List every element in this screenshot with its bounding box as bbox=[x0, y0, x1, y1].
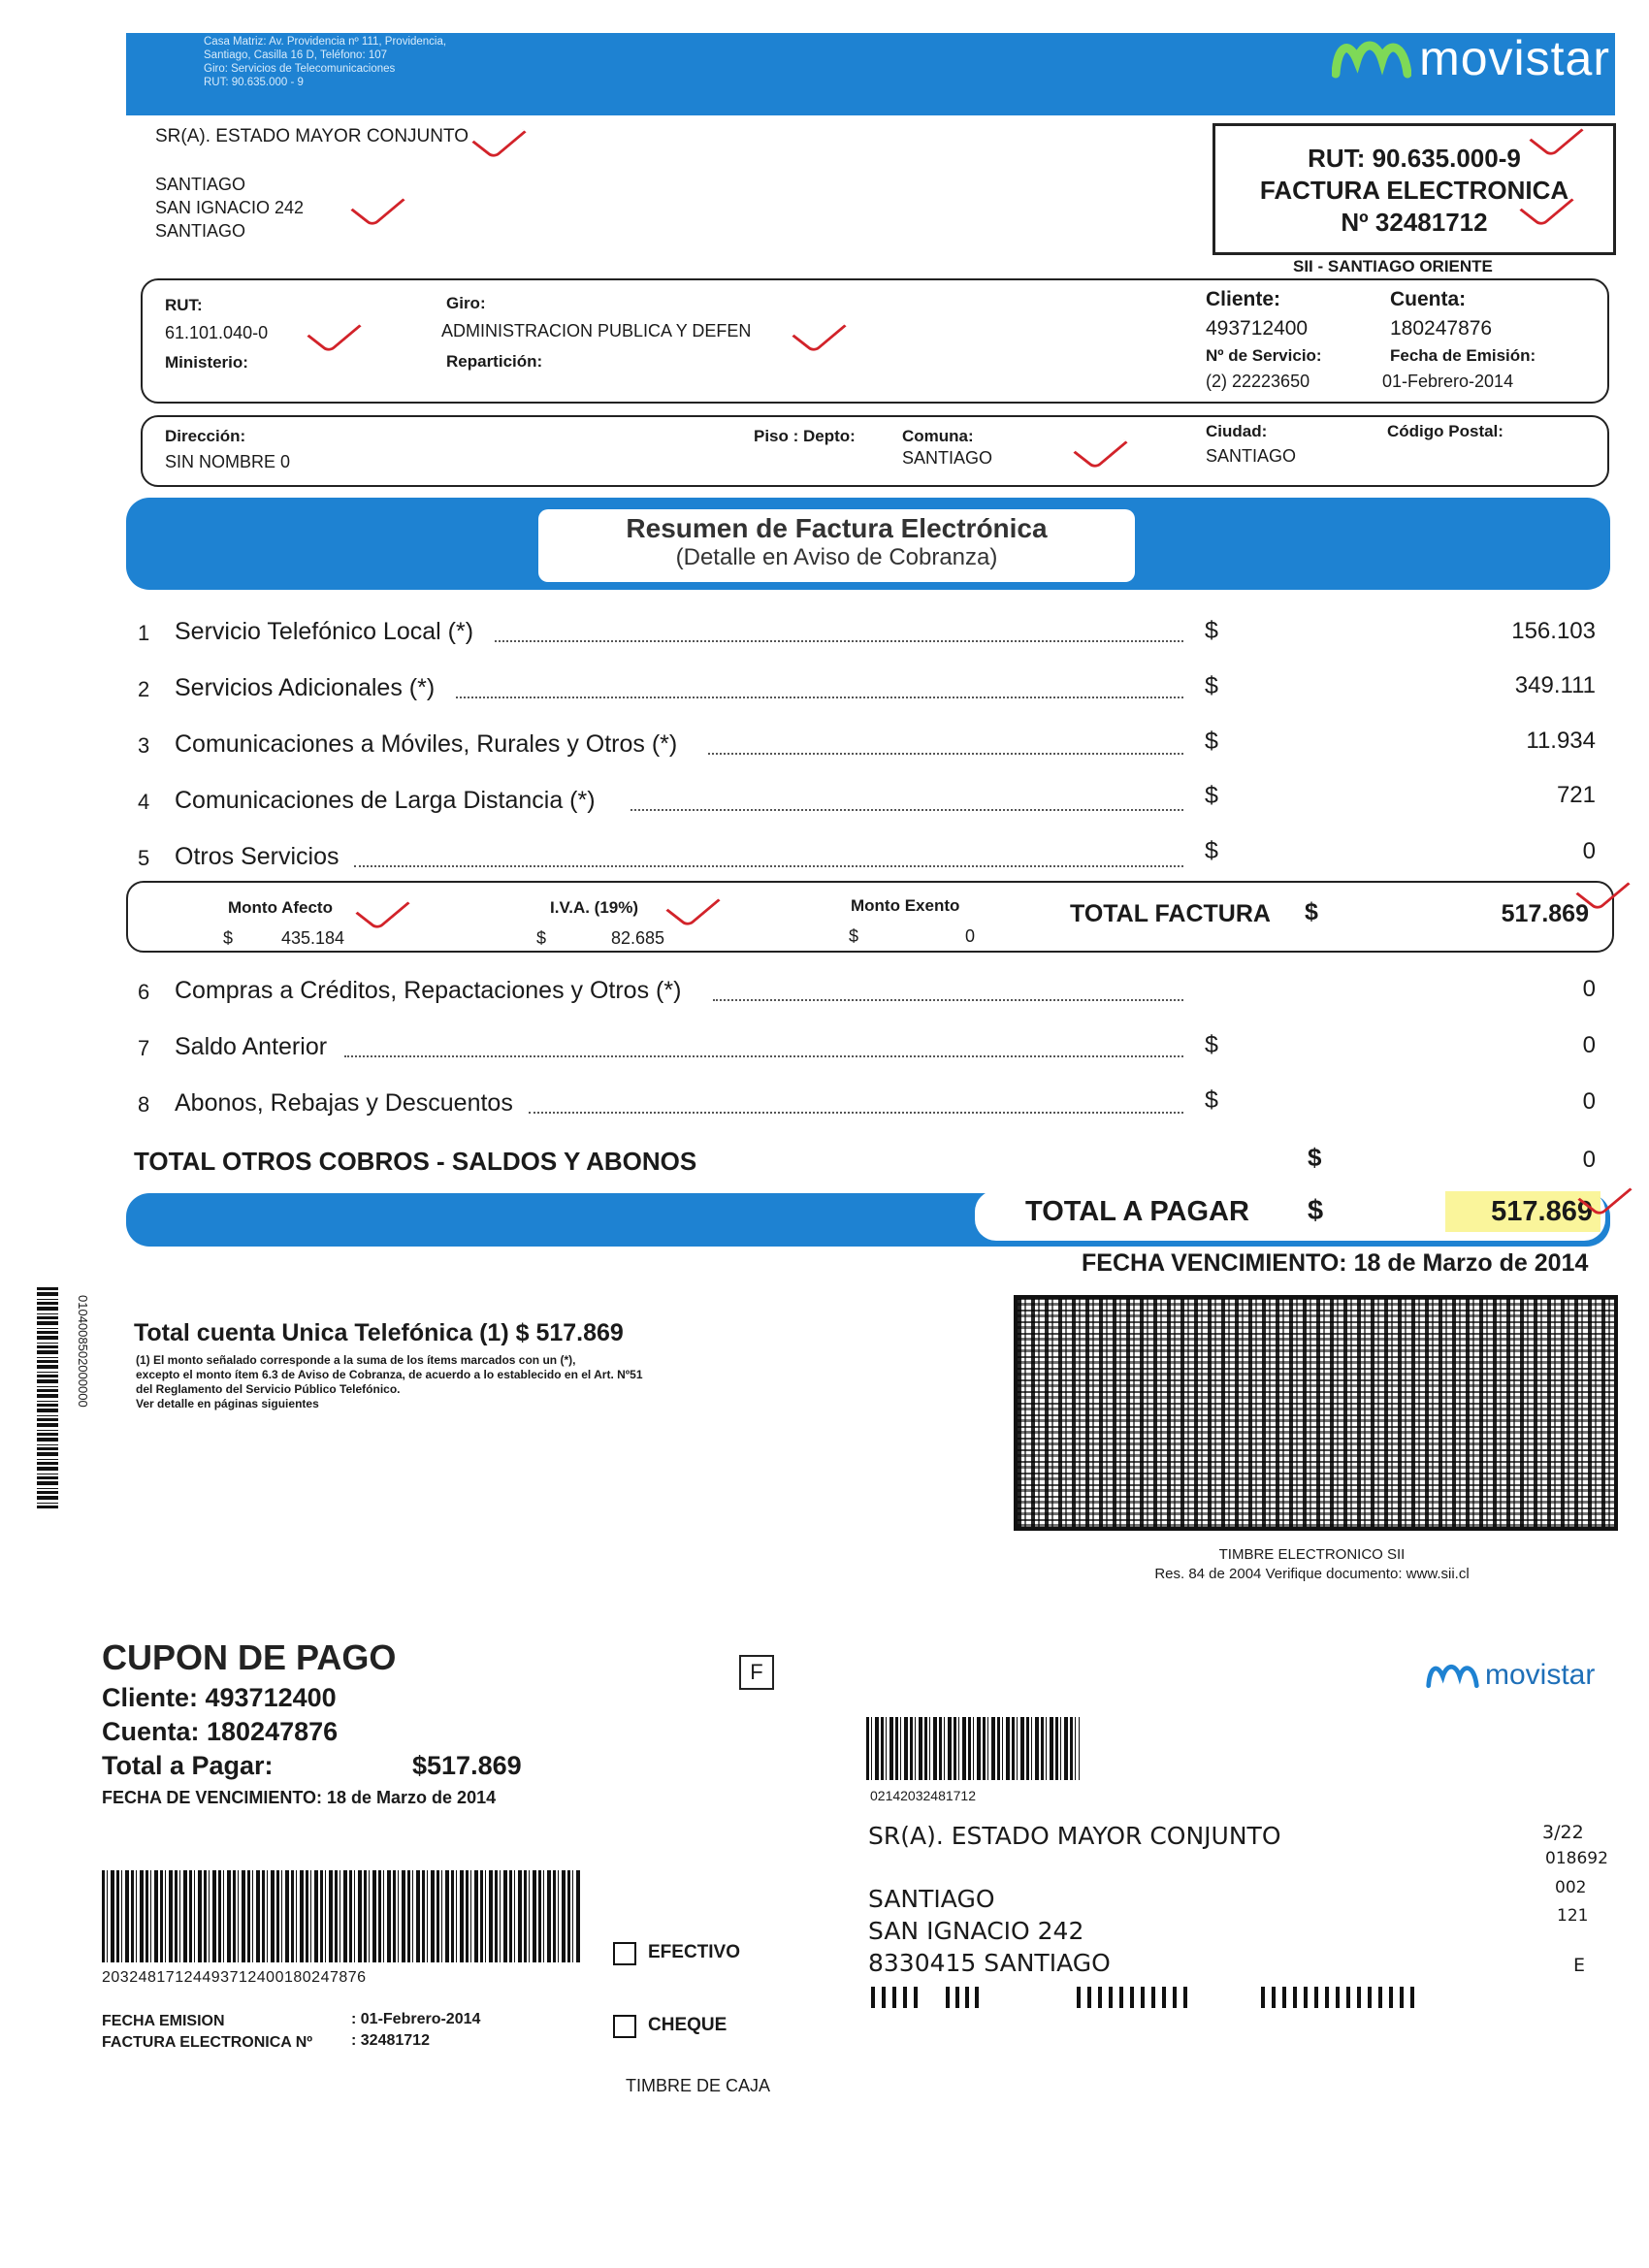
item-3-label: Comunicaciones a Móviles, Rurales y Otros (*) bbox=[175, 730, 678, 758]
cupon-barcode bbox=[102, 1870, 582, 1962]
cupon-total-value: $517.869 bbox=[412, 1751, 522, 1780]
note-line: (1) El monto señalado corresponde a la suma de los ítems marcados con un (*), bbox=[136, 1353, 576, 1367]
leader-dots bbox=[344, 1055, 1183, 1057]
movistar-m-icon bbox=[1332, 35, 1411, 81]
company-info: Casa Matriz: Av. Providencia nº 111, Providencia, Santiago, Casilla 16 D, Teléfono: 107 Giro: Servicios de Telecomunicaciones RUT: 90.635.000 - 9 bbox=[204, 36, 447, 88]
mailing-code-3: 002 bbox=[1555, 1878, 1587, 1897]
direccion-value: SIN NOMBRE 0 bbox=[165, 452, 291, 471]
sii-office: SII - SANTIAGO ORIENTE bbox=[1293, 257, 1493, 275]
item-5-currency: $ bbox=[1205, 837, 1218, 864]
rut-label: RUT: bbox=[165, 296, 203, 314]
ministerio-label: Ministerio: bbox=[165, 353, 248, 372]
item-1-amount: 156.103 bbox=[1511, 618, 1596, 644]
emision-value: 01-Febrero-2014 bbox=[1382, 372, 1514, 391]
postal-bars bbox=[1261, 1987, 1416, 2008]
item-7-amount: 0 bbox=[1582, 1032, 1596, 1058]
monto-exento-value: 0 bbox=[965, 926, 976, 946]
mailing-code-5: E bbox=[1573, 1955, 1586, 1976]
monto-afecto-label: Monto Afecto bbox=[228, 898, 333, 917]
recipient-name: SR(A). ESTADO MAYOR CONJUNTO bbox=[155, 126, 469, 146]
otros-cobros-label: TOTAL OTROS COBROS - SALDOS Y ABONOS bbox=[134, 1147, 697, 1176]
cupon-vencimiento: FECHA DE VENCIMIENTO: 18 de Marzo de 2014 bbox=[102, 1788, 497, 1807]
movistar-m-icon bbox=[1426, 1659, 1479, 1692]
total-factura-currency: $ bbox=[1305, 898, 1318, 925]
monto-exento-currency: $ bbox=[849, 926, 859, 946]
otros-cobros-currency: $ bbox=[1308, 1143, 1322, 1172]
red-check-mark bbox=[471, 114, 527, 159]
item-2-amount: 349.111 bbox=[1514, 672, 1596, 698]
cupon-cliente: Cliente: 493712400 bbox=[102, 1683, 337, 1712]
rut-value: 61.101.040-0 bbox=[165, 323, 269, 342]
leader-dots bbox=[354, 865, 1183, 867]
item-4-label: Comunicaciones de Larga Distancia (*) bbox=[175, 787, 596, 814]
cupon-total-label: Total a Pagar: bbox=[102, 1751, 274, 1780]
total-pagar-currency: $ bbox=[1308, 1195, 1324, 1226]
servicio-value: (2) 22223650 bbox=[1206, 372, 1310, 391]
postal-bars bbox=[946, 1987, 985, 2008]
item-3-amount: 11.934 bbox=[1526, 728, 1596, 754]
mailing-code-1: 3/22 bbox=[1542, 1822, 1584, 1843]
ciudad-value: SANTIAGO bbox=[1206, 446, 1297, 466]
mailing-line3: 8330415 SANTIAGO bbox=[868, 1949, 1111, 1977]
comuna-label: Comuna: bbox=[902, 427, 974, 445]
coupon-logo-text: movistar bbox=[1485, 1659, 1596, 1691]
item-7-label: Saldo Anterior bbox=[175, 1033, 328, 1060]
leader-dots bbox=[630, 809, 1183, 811]
item-2-label: Servicios Adicionales (*) bbox=[175, 674, 436, 701]
total-pagar-value: 517.869 bbox=[1491, 1196, 1593, 1227]
cuenta-value: 180247876 bbox=[1390, 317, 1493, 340]
mailing-line2: SAN IGNACIO 242 bbox=[868, 1917, 1084, 1945]
factura-label: FACTURA ELECTRONICA Nº bbox=[102, 2034, 313, 2051]
mailing-barcode bbox=[866, 1717, 1080, 1780]
leader-dots bbox=[529, 1112, 1183, 1114]
cuenta-unica-title: Total cuenta Unica Telefónica (1) $ 517.869 bbox=[134, 1319, 624, 1346]
coupon-movistar-logo bbox=[1426, 1659, 1595, 1692]
cuenta-label: Cuenta: bbox=[1390, 288, 1467, 310]
note-line: Ver detalle en páginas siguientes bbox=[136, 1397, 319, 1410]
efectivo-label: EFECTIVO bbox=[648, 1942, 741, 1962]
side-barcode bbox=[37, 1285, 58, 1508]
giro-label: Giro: bbox=[446, 294, 486, 312]
total-factura-value: 517.869 bbox=[1501, 900, 1589, 927]
fecha-emision-value: : 01-Febrero-2014 bbox=[351, 2011, 481, 2027]
leader-dots bbox=[713, 999, 1183, 1001]
cupon-cuenta: Cuenta: 180247876 bbox=[102, 1717, 339, 1746]
cliente-value: 493712400 bbox=[1206, 317, 1309, 340]
mailing-name: SR(A). ESTADO MAYOR CONJUNTO bbox=[868, 1822, 1281, 1850]
fecha-emision-label: FECHA EMISION bbox=[102, 2013, 225, 2029]
item-6-number: 6 bbox=[138, 980, 150, 1004]
item-1-number: 1 bbox=[138, 621, 150, 645]
item-8-currency: $ bbox=[1205, 1086, 1218, 1114]
recipient-line2: SAN IGNACIO 242 bbox=[155, 198, 305, 217]
direccion-label: Dirección: bbox=[165, 427, 246, 445]
cupon-barcode-number: 20324817124493712400180247876 bbox=[102, 1969, 367, 1986]
red-check-mark bbox=[350, 182, 405, 227]
timbre-line2: Res. 84 de 2004 Verifique documento: www.sii.cl bbox=[1154, 1566, 1470, 1582]
logo-text: movistar bbox=[1419, 31, 1610, 85]
invoice-number: Nº 32481712 bbox=[1341, 208, 1488, 237]
servicio-label: Nº de Servicio: bbox=[1206, 346, 1322, 365]
item-1-label: Servicio Telefónico Local (*) bbox=[175, 618, 474, 645]
postal-label: Código Postal: bbox=[1387, 422, 1504, 440]
recipient-line1: SANTIAGO bbox=[155, 175, 246, 194]
side-barcode-number: 0104008502000000 bbox=[76, 1295, 90, 1408]
timbre-caja: TIMBRE DE CAJA bbox=[626, 2076, 771, 2095]
item-2-currency: $ bbox=[1205, 672, 1218, 699]
total-pagar-label: TOTAL A PAGAR bbox=[1025, 1196, 1249, 1227]
f-box: F bbox=[739, 1655, 774, 1690]
item-8-label: Abonos, Rebajas y Descuentos bbox=[175, 1089, 513, 1117]
item-3-number: 3 bbox=[138, 733, 150, 758]
item-6-label: Compras a Créditos, Repactaciones y Otros (*) bbox=[175, 977, 682, 1004]
leader-dots bbox=[708, 753, 1183, 755]
mailing-code-2: 018692 bbox=[1545, 1849, 1608, 1868]
iva-label: I.V.A. (19%) bbox=[550, 898, 639, 917]
monto-afecto-currency: $ bbox=[223, 928, 234, 948]
postal-bars bbox=[1077, 1987, 1188, 2008]
item-6-amount: 0 bbox=[1582, 976, 1596, 1002]
item-3-currency: $ bbox=[1205, 728, 1218, 755]
mailing-code-4: 121 bbox=[1557, 1906, 1589, 1926]
item-8-amount: 0 bbox=[1582, 1088, 1596, 1115]
movistar-logo bbox=[1332, 29, 1610, 87]
leader-dots bbox=[456, 697, 1183, 698]
vencimiento: FECHA VENCIMIENTO: 18 de Marzo de 2014 bbox=[1082, 1249, 1589, 1277]
cupon-title: CUPON DE PAGO bbox=[102, 1637, 397, 1677]
timbre-line1: TIMBRE ELECTRONICO SII bbox=[1218, 1546, 1406, 1563]
emision-label: Fecha de Emisión: bbox=[1390, 346, 1536, 365]
monto-exento-label: Monto Exento bbox=[851, 896, 960, 915]
cheque-checkbox[interactable] bbox=[613, 2015, 636, 2038]
factura-value: : 32481712 bbox=[351, 2032, 430, 2049]
cliente-label: Cliente: bbox=[1206, 288, 1281, 310]
leader-dots bbox=[495, 640, 1183, 642]
timbre-electronico-barcode bbox=[1014, 1295, 1618, 1531]
item-4-amount: 721 bbox=[1556, 782, 1596, 808]
giro-value: ADMINISTRACION PUBLICA Y DEFEN bbox=[441, 321, 752, 340]
item-4-number: 4 bbox=[138, 790, 150, 814]
item-5-number: 5 bbox=[138, 846, 150, 870]
summary-subtitle: (Detalle en Aviso de Cobranza) bbox=[675, 544, 998, 570]
invoice-type: FACTURA ELECTRONICA bbox=[1259, 176, 1569, 205]
item-5-label: Otros Servicios bbox=[175, 843, 340, 870]
note-line: excepto el monto ítem 6.3 de Aviso de Cobranza, de acuerdo a lo establecido en el Art. Nº51 bbox=[136, 1368, 643, 1381]
mailing-barcode-number: 02142032481712 bbox=[870, 1788, 977, 1803]
cheque-label: CHEQUE bbox=[648, 2015, 728, 2035]
item-7-currency: $ bbox=[1205, 1031, 1218, 1058]
invoice-rut: RUT: 90.635.000-9 bbox=[1308, 144, 1521, 173]
iva-value: 82.685 bbox=[611, 928, 665, 948]
ciudad-label: Ciudad: bbox=[1206, 422, 1268, 440]
recipient-line3: SANTIAGO bbox=[155, 221, 246, 241]
item-2-number: 2 bbox=[138, 677, 150, 701]
item-4-currency: $ bbox=[1205, 782, 1218, 809]
item-5-amount: 0 bbox=[1582, 838, 1596, 864]
note-line: del Reglamento del Servicio Público Telefónico. bbox=[136, 1382, 401, 1396]
summary-title-box bbox=[538, 509, 1135, 582]
monto-afecto-value: 435.184 bbox=[281, 928, 345, 948]
iva-currency: $ bbox=[536, 928, 547, 948]
cuenta-unica-note bbox=[136, 1353, 643, 1411]
otros-cobros-value: 0 bbox=[1582, 1147, 1596, 1173]
efectivo-checkbox[interactable] bbox=[613, 1942, 636, 1965]
mailing-line1: SANTIAGO bbox=[868, 1885, 995, 1913]
summary-title: Resumen de Factura Electrónica bbox=[626, 513, 1048, 543]
item-1-currency: $ bbox=[1205, 617, 1218, 644]
total-factura-box bbox=[126, 881, 1614, 953]
item-7-number: 7 bbox=[138, 1036, 150, 1060]
item-8-number: 8 bbox=[138, 1092, 150, 1117]
comuna-value: SANTIAGO bbox=[902, 448, 993, 468]
reparticion-label: Repartición: bbox=[446, 352, 543, 371]
postal-bars bbox=[871, 1987, 924, 2008]
piso-label: Piso : Depto: bbox=[754, 427, 856, 445]
total-factura-label: TOTAL FACTURA bbox=[1070, 900, 1271, 927]
